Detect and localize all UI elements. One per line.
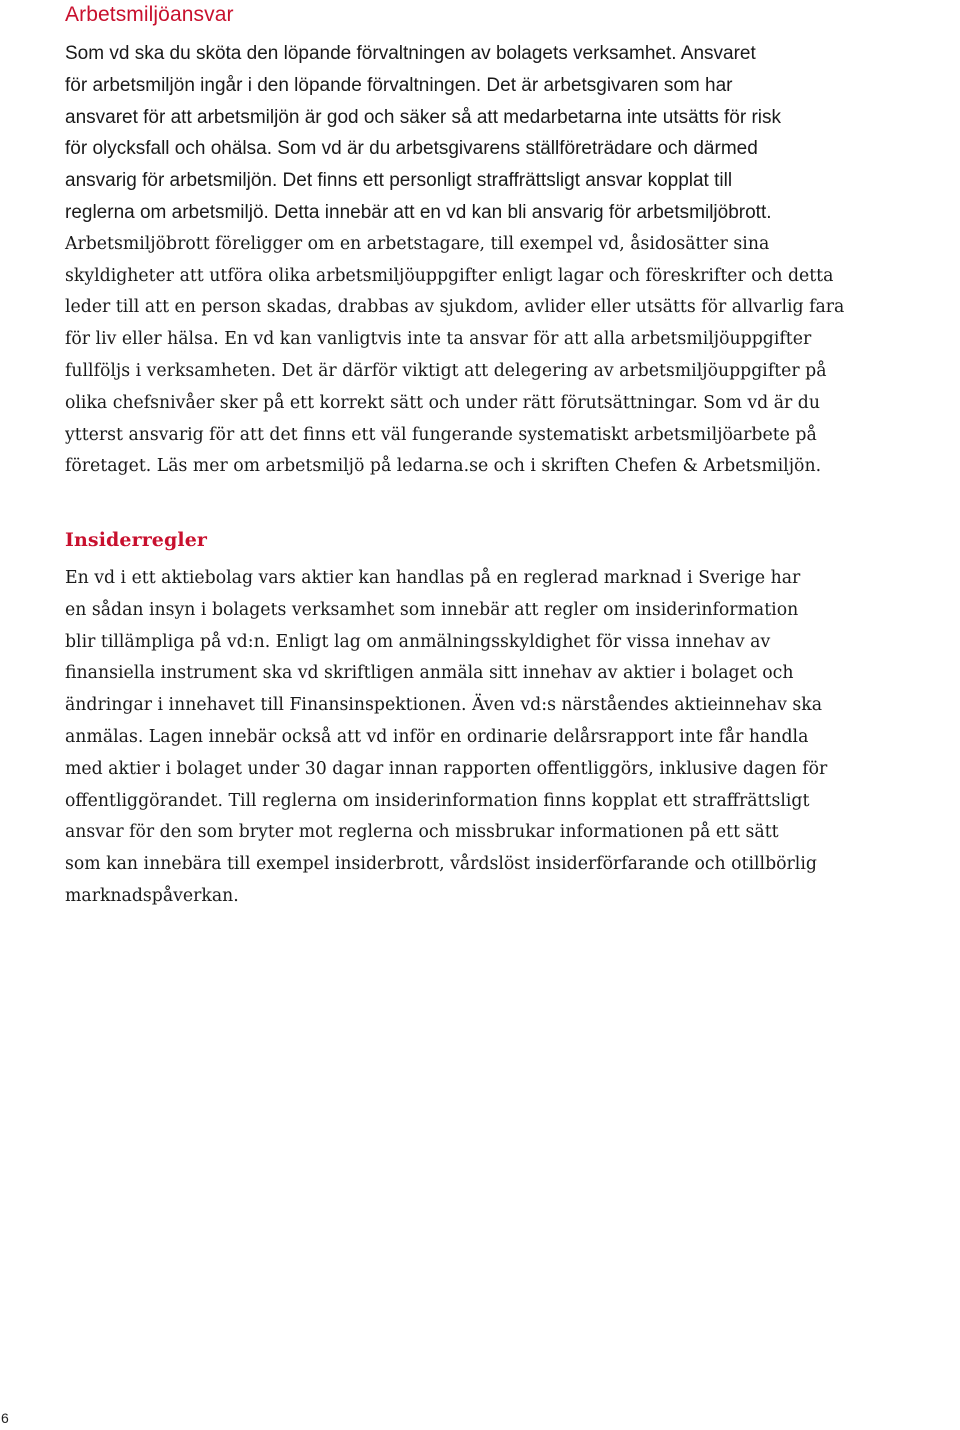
text-line: leder till att en person skadas, drabbas av sjukdom, avlider eller utsätts för allvarlig fara [65,297,845,318]
text-line: anmälas. Lagen innebär också att vd inför en ordinarie delårsrapport inte får handla [65,726,809,747]
section-paragraph [65,38,960,483]
text-line: fullföljs i verksamheten. Det är därför viktigt att delegering av arbetsmiljöuppgifter på [65,360,827,381]
text-line: Arbetsmiljöbrott föreligger om en arbetstagare, till exempel vd, åsidosätter sina [65,233,770,254]
text-line: En vd i ett aktiebolag vars aktier kan handlas på en reglerad marknad i Sverige har [65,568,801,588]
section-insiderregler [65,523,960,913]
text-line: ansvaret för att arbetsmiljön är god och säker så att medarbetarna inte utsätts för risk [65,106,782,128]
text-line: blir tillämpliga på vd:n. Enligt lag om anmälningsskyldighet för vissa innehav av [65,631,771,652]
text-line: finansiella instrument ska vd skriftligen anmäla sitt innehav av aktier i bolaget och [65,663,794,684]
section-paragraph [65,563,960,913]
text-line: ansvarig för arbetsmiljön. Det finns ett personligt straffrättsligt ansvar kopplat till [65,170,733,192]
text-line: Som vd ska du sköta den löpande förvaltningen av bolagets verksamhet. Ansvaret [65,43,756,64]
text-line: skyldigheter att utföra olika arbetsmiljöuppgifter enligt lagar och föreskrifter och detta [65,265,834,286]
text-line: för liv eller hälsa. En vd kan vanligtvis inte ta ansvar för att alla arbetsmiljöuppgifter [65,329,812,350]
text-line: för arbetsmiljön ingår i den löpande förvaltningen. Det är arbetsgivaren som har [65,74,733,96]
text-line: reglerna om arbetsmiljö. Detta innebär att en vd kan bli ansvarig för arbetsmiljöbrott. [65,201,772,223]
text-line: företaget. Läs mer om arbetsmiljö på ledarna.se och i skriften Chefen & Arbetsmiljön. [65,456,822,477]
section-heading: Arbetsmiljöansvar [65,3,234,26]
section-arbetsmiljoansvar [65,0,960,483]
section-heading: Insiderregler [65,529,208,551]
text-line: ytterst ansvarig för att det finns ett väl fungerande systematiskt arbetsmiljöarbete på [65,424,817,445]
text-line: som kan innebära till exempel insiderbrott, vårdslöst insiderförfarande och otillbörlig [65,854,817,875]
text-line: en sådan insyn i bolagets verksamhet som innebär att regler om insiderinformation [65,599,799,620]
text-line: för olycksfall och ohälsa. Som vd är du arbetsgivarens ställföreträdare och därmed [65,138,758,160]
text-line: ändringar i innehavet till Finansinspektionen. Även vd:s närståendes aktieinnehav ska [65,695,823,716]
text-line: ansvar för den som bryter mot reglerna och missbrukar informationen på ett sätt [65,822,779,843]
text-line: olika chefsnivåer sker på ett korrekt sätt och under rätt förutsättningar. Som vd är du [65,392,820,413]
text-line: marknadspåverkan. [65,885,239,906]
text-line: med aktier i bolaget under 30 dagar innan rapporten offentliggörs, inklusive dagen för [65,758,828,779]
page-number: 6 [1,1410,9,1426]
text-line: offentliggörandet. Till reglerna om insiderinformation finns kopplat ett straffrättsligt [65,790,810,811]
